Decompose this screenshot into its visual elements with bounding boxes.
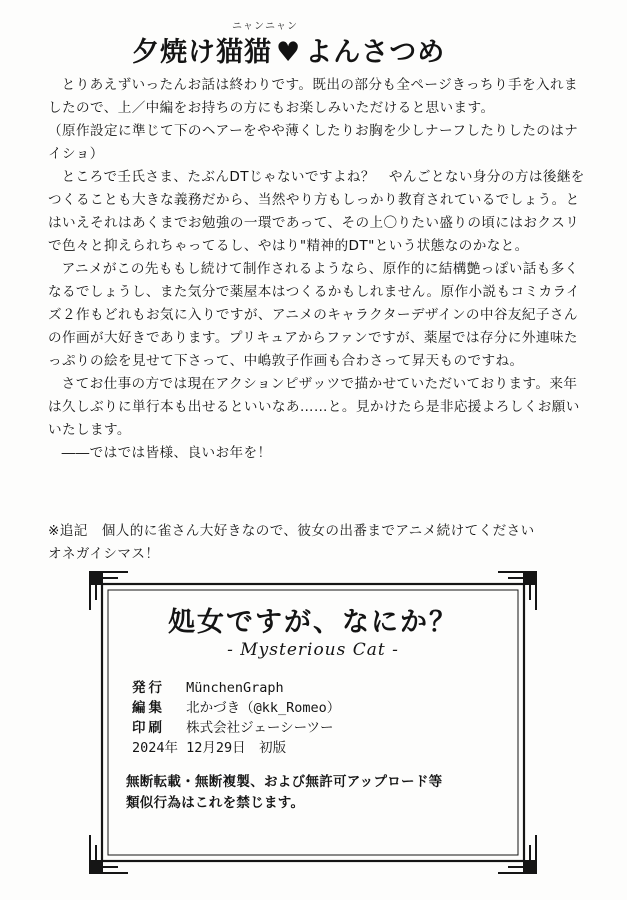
title-ruby: ニャンニャン xyxy=(232,21,298,32)
notice-line-2: 類似行為はこれを禁じます。 xyxy=(126,795,305,811)
afterword-paragraph-6: ――ではでは皆様、良いお年を！ xyxy=(61,445,272,461)
colophon-title: 処女ですが、なにか？ xyxy=(168,607,458,638)
credit-editor xyxy=(132,698,340,718)
postscript-line-1: ※追記 個人的に雀さん大好きなので、彼女の出番までアニメ続けてください xyxy=(48,523,535,539)
heart-icon: ♥ xyxy=(276,37,302,68)
title-tail: よんさつめ xyxy=(305,37,446,68)
copyright-notice xyxy=(126,772,516,814)
afterword-paragraph-1: とりあえずいったんお話は終わりです。既出の部分も全ページきっちり手を入れましたので、上／中編をお持ちの方にもお楽しみいただけると思います。 xyxy=(48,77,578,116)
page-title xyxy=(132,30,445,69)
credit-publisher xyxy=(132,678,340,698)
credit-label: 印刷 xyxy=(132,720,165,736)
credit-value: MünchenGraph xyxy=(186,680,284,696)
afterword-body xyxy=(48,74,588,465)
afterword-paragraph-2: （原作設定に準じて下のヘアーをやや薄くしたりお胸を少しナーフしたりしたのはナイショ） xyxy=(48,123,579,162)
credit-printer xyxy=(132,718,340,738)
postscript xyxy=(48,520,588,566)
credit-label: 発行 xyxy=(132,680,165,696)
title-main: 夕焼け猫猫 xyxy=(132,37,272,68)
afterword-paragraph-3: ところで壬氏さま、たぶんDTじゃないですよね？ やんごとない身分の方は後継をつくることも大きな義務だから、当然やり方もしっかり教育されているでしょう。とはいえそれはあくまでお勉強の一環であって、その上〇りたい盛りの頃にはおクスリで色々と抑えられちゃってるし、やはり"精神的DT"という状態なのかなと。 xyxy=(48,169,585,254)
colophon-subtitle: - Mysterious Cat - xyxy=(227,640,399,660)
credit-value: 株式会社ジェーシーツー xyxy=(186,720,334,736)
credit-label: 編集 xyxy=(132,700,165,716)
postscript-line-2: オネガイシマス！ xyxy=(48,546,160,562)
credit-value: 北かづき（@kk_Romeo） xyxy=(186,700,341,716)
publication-date: 2024年 12月29日 初版 xyxy=(132,740,287,756)
notice-line-1: 無断転載・無断複製、および無許可アップロード等 xyxy=(126,774,443,790)
afterword-paragraph-5: さてお仕事の方では現在アクションピザッツで描かせていただいております。来年は久しぶりに単行本も出せるといいなあ……と。見かけたら是非応援よろしくお願いいたします。 xyxy=(48,376,580,438)
afterword-paragraph-4: アニメがこの先ももし続けて制作されるようなら、原作的に結構艶っぽい話も多くなるでしょうし、また気分で薬屋本はつくるかもしれません。原作小説もコミカライズ２作もどれもお気に入りですが、アニメのキャラクターデザインの中谷友紀子さんの作画が大好きであります。プリキュアからファンですが、薬屋では存分に外連味たっぷりの絵を見せて下さって、中嶋敦子作画も合わさって昇天ものですね。 xyxy=(48,261,581,369)
colophon-credits xyxy=(132,678,340,758)
